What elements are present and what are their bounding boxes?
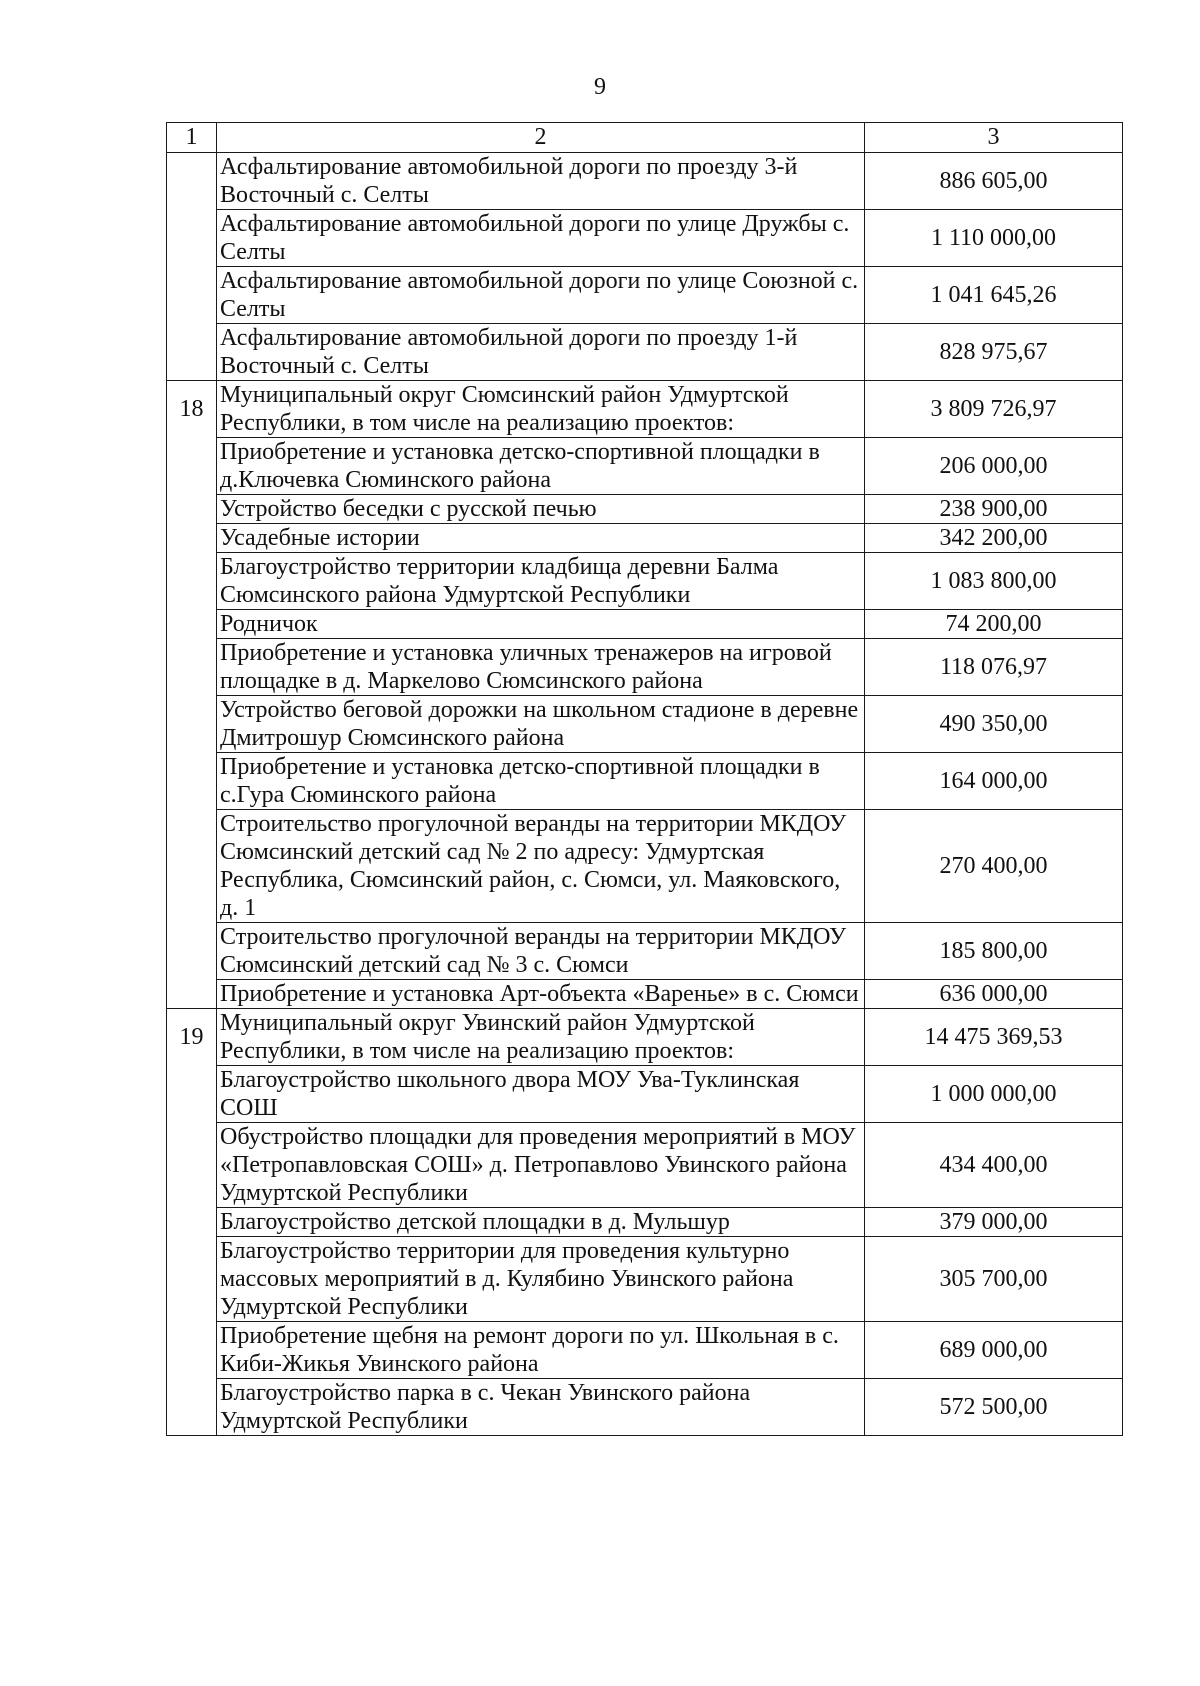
table-row <box>167 524 1123 553</box>
project-name: Благоустройство детской площадки в д. Мульшур <box>217 1208 865 1237</box>
table-row <box>167 153 1123 210</box>
project-name: Благоустройство школьного двора МОУ Ува-Туклинская СОШ <box>217 1066 865 1123</box>
amount: 342 200,00 <box>865 524 1123 553</box>
row-number: 19 <box>167 1009 217 1066</box>
column-header-1: 1 <box>167 123 217 153</box>
row-number <box>167 495 217 524</box>
table-row <box>167 1066 1123 1123</box>
project-name: Родничок <box>217 610 865 639</box>
table-row <box>167 923 1123 980</box>
amount: 164 000,00 <box>865 753 1123 810</box>
amount: 74 200,00 <box>865 610 1123 639</box>
table-row <box>167 1379 1123 1436</box>
row-number <box>167 438 217 495</box>
amount: 14 475 369,53 <box>865 1009 1123 1066</box>
row-number <box>167 980 217 1009</box>
table-row <box>167 1237 1123 1322</box>
project-name: Приобретение и установка Арт-объекта «Варенье» в с. Сюмси <box>217 980 865 1009</box>
column-header-3: 3 <box>865 123 1123 153</box>
row-number <box>167 1379 217 1436</box>
row-number <box>167 153 217 210</box>
row-number <box>167 610 217 639</box>
funding-table <box>166 122 1123 1436</box>
amount: 1 083 800,00 <box>865 553 1123 610</box>
amount: 379 000,00 <box>865 1208 1123 1237</box>
amount: 3 809 726,97 <box>865 381 1123 438</box>
table-row <box>167 495 1123 524</box>
project-name: Муниципальный округ Увинский район Удмуртской Республики, в том числе на реализацию проектов: <box>217 1009 865 1066</box>
row-number <box>167 696 217 753</box>
amount: 828 975,67 <box>865 324 1123 381</box>
project-name: Устройство беговой дорожки на школьном стадионе в деревне Дмитрошур Сюмсинского района <box>217 696 865 753</box>
table-row <box>167 639 1123 696</box>
row-number <box>167 639 217 696</box>
amount: 636 000,00 <box>865 980 1123 1009</box>
amount: 238 900,00 <box>865 495 1123 524</box>
project-name: Благоустройство территории для проведения культурно массовых мероприятий в д. Кулябино Увинского района Удмуртской Республики <box>217 1237 865 1322</box>
project-name: Устройство беседки с русской печью <box>217 495 865 524</box>
column-header-2: 2 <box>217 123 865 153</box>
amount: 886 605,00 <box>865 153 1123 210</box>
amount: 305 700,00 <box>865 1237 1123 1322</box>
project-name: Асфальтирование автомобильной дороги по проезду 1-й Восточный с. Селты <box>217 324 865 381</box>
row-number <box>167 753 217 810</box>
project-name: Приобретение и установка детско-спортивной площадки в д.Ключевка Сюминского района <box>217 438 865 495</box>
row-number <box>167 553 217 610</box>
amount: 185 800,00 <box>865 923 1123 980</box>
amount: 572 500,00 <box>865 1379 1123 1436</box>
table-row <box>167 1208 1123 1237</box>
row-number: 18 <box>167 381 217 438</box>
project-name: Приобретение и установка детско-спортивной площадки в с.Гура Сюминского района <box>217 753 865 810</box>
table-row <box>167 610 1123 639</box>
project-name: Муниципальный округ Сюмсинский район Удмуртской Республики, в том числе на реализацию проектов: <box>217 381 865 438</box>
amount: 1 110 000,00 <box>865 210 1123 267</box>
amount: 206 000,00 <box>865 438 1123 495</box>
project-name: Строительство прогулочной веранды на территории МКДОУ Сюмсинский детский сад № 2 по адресу: Удмуртская Республика, Сюмсинский район, с. Сюмси, ул. Маяковского, д. 1 <box>217 810 865 923</box>
project-name: Обустройство площадки для проведения мероприятий в МОУ «Петропавловская СОШ» д. Петропавлово Увинского района Удмуртской Республики <box>217 1123 865 1208</box>
row-number <box>167 210 217 267</box>
table-row <box>167 753 1123 810</box>
table-row <box>167 810 1123 923</box>
row-number <box>167 524 217 553</box>
project-name: Приобретение и установка уличных тренажеров на игровой площадке в д. Маркелово Сюмсинского района <box>217 639 865 696</box>
row-number <box>167 1208 217 1237</box>
amount: 1 000 000,00 <box>865 1066 1123 1123</box>
row-number <box>167 810 217 923</box>
project-name: Асфальтирование автомобильной дороги по улице Союзной с. Селты <box>217 267 865 324</box>
table-row <box>167 1123 1123 1208</box>
amount: 270 400,00 <box>865 810 1123 923</box>
table-row <box>167 696 1123 753</box>
row-number <box>167 1322 217 1379</box>
project-name: Асфальтирование автомобильной дороги по улице Дружбы с. Селты <box>217 210 865 267</box>
table-row <box>167 210 1123 267</box>
amount: 434 400,00 <box>865 1123 1123 1208</box>
table-row <box>167 267 1123 324</box>
table-row <box>167 980 1123 1009</box>
project-name: Усадебные истории <box>217 524 865 553</box>
project-name: Благоустройство территории кладбища деревни Балма Сюмсинского района Удмуртской Республики <box>217 553 865 610</box>
table-row <box>167 438 1123 495</box>
project-name: Благоустройство парка в с. Чекан Увинского района Удмуртской Республики <box>217 1379 865 1436</box>
row-number <box>167 1237 217 1322</box>
table-row <box>167 1322 1123 1379</box>
table-row <box>167 381 1123 438</box>
row-number <box>167 1123 217 1208</box>
amount: 689 000,00 <box>865 1322 1123 1379</box>
row-number <box>167 267 217 324</box>
project-name: Асфальтирование автомобильной дороги по проезду 3-й Восточный с. Селты <box>217 153 865 210</box>
project-name: Строительство прогулочной веранды на территории МКДОУ Сюмсинский детский сад № 3 с. Сюмси <box>217 923 865 980</box>
table-row <box>167 1009 1123 1066</box>
row-number <box>167 923 217 980</box>
row-number <box>167 1066 217 1123</box>
page-number: 9 <box>594 74 606 100</box>
amount: 1 041 645,26 <box>865 267 1123 324</box>
project-name: Приобретение щебня на ремонт дороги по ул. Школьная в с. Киби-Жикья Увинского района <box>217 1322 865 1379</box>
amount: 118 076,97 <box>865 639 1123 696</box>
table-row <box>167 324 1123 381</box>
table-header-row <box>167 123 1123 153</box>
row-number <box>167 324 217 381</box>
amount: 490 350,00 <box>865 696 1123 753</box>
table-row <box>167 553 1123 610</box>
